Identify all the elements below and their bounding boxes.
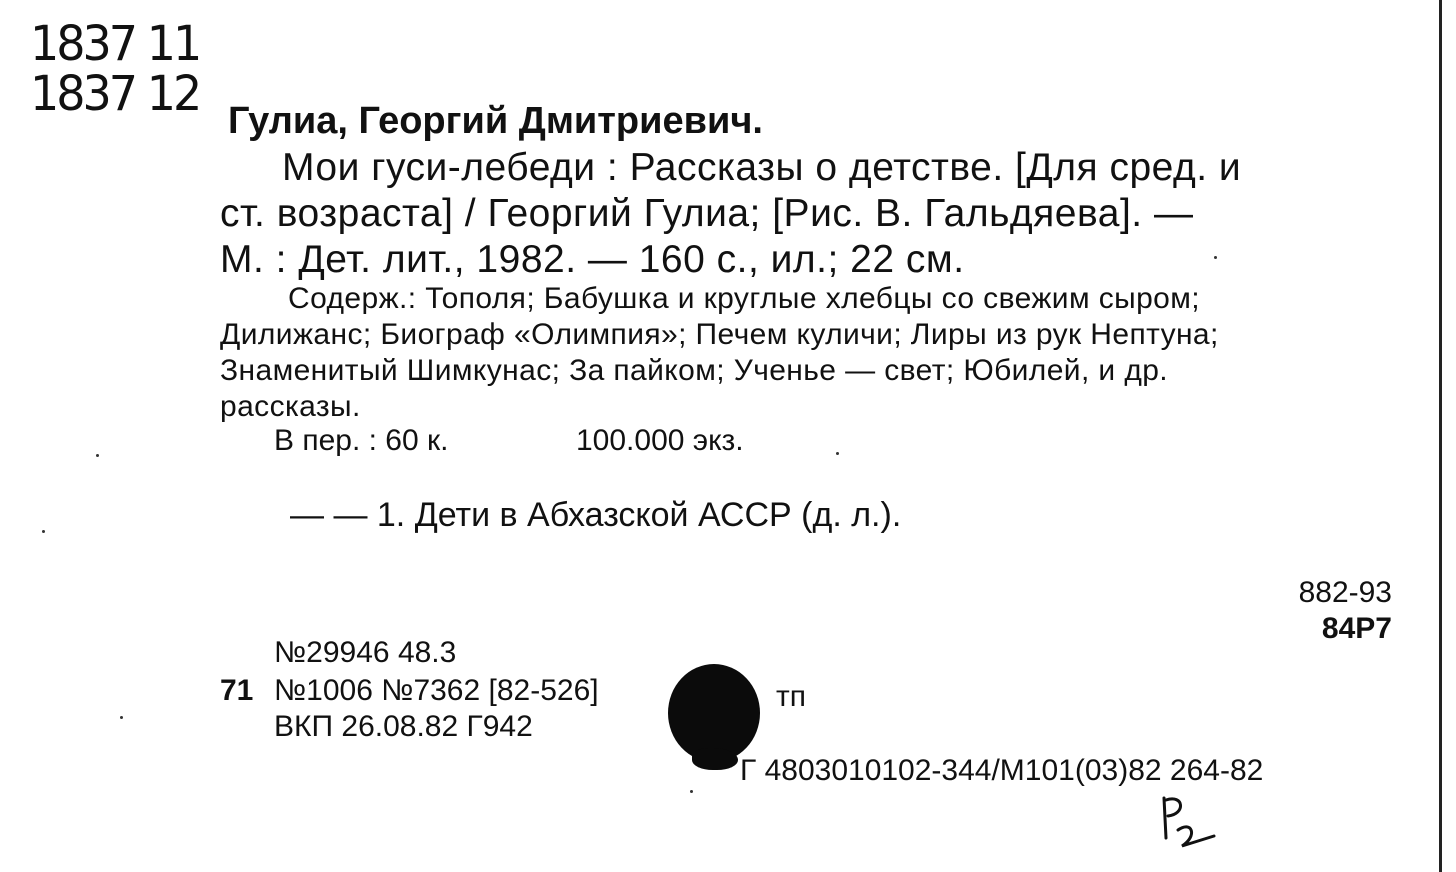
author-heading: Гулиа, Георгий Дмитриевич. — [228, 100, 763, 142]
handwritten-number-2: 1837 12 — [30, 64, 200, 122]
speck — [836, 452, 839, 455]
production-prefix: 71 — [220, 674, 254, 707]
contents-line-3: Знаменитый Шимкунас; За пайком; Ученье — свет; Юбилей, и др. — [220, 354, 1169, 387]
contents-line-4: рассказы. — [220, 390, 361, 423]
handwritten-number-1: 1837 11 — [30, 14, 200, 72]
publication-code: Г 4803010102-344/М101(03)82 264-82 — [740, 754, 1264, 787]
title-line-2: ст. возраста] / Георгий Гулиа; [Рис. В. Гальдяева]. — — [220, 192, 1194, 235]
bbk-code: 84Р7 — [1321, 612, 1392, 645]
title-line-1: Мои гуси-лебеди : Рассказы о детстве. [Для сред. и — [282, 146, 1242, 189]
handwritten-note — [1156, 790, 1236, 865]
imprint-line: М. : Дет. лит., 1982. — 160 с., ил.; 22 см. — [220, 238, 965, 281]
vkp-line: ВКП 26.08.82 Г942 — [274, 710, 533, 743]
copies-count: 100.000 экз. — [576, 424, 744, 457]
speck — [96, 454, 99, 457]
contents-line-1: Содерж.: Тополя; Бабушка и круглые хлебцы со свежим сыром; — [288, 282, 1200, 315]
speck — [1214, 256, 1217, 259]
contents-line-2: Дилижанс; Биограф «Олимпия»; Печем куличи; Лиры из рук Нептуна; — [220, 318, 1219, 351]
speck — [120, 716, 123, 719]
production-numbers: №1006 №7362 [82-526] — [274, 674, 599, 707]
ink-blot-tail — [692, 748, 738, 770]
card-border — [1439, 0, 1442, 872]
speck — [42, 530, 45, 533]
speck — [690, 790, 693, 793]
subject-heading: — — 1. Дети в Абхазской АССР (д. л.). — [290, 496, 902, 534]
order-number: №29946 48.3 — [274, 636, 457, 669]
udc-code: 882-93 — [1298, 576, 1392, 609]
tp-mark: тп — [776, 680, 806, 713]
binding-price: В пер. : 60 к. — [274, 424, 449, 457]
handwritten-note-glyph — [1156, 790, 1236, 860]
